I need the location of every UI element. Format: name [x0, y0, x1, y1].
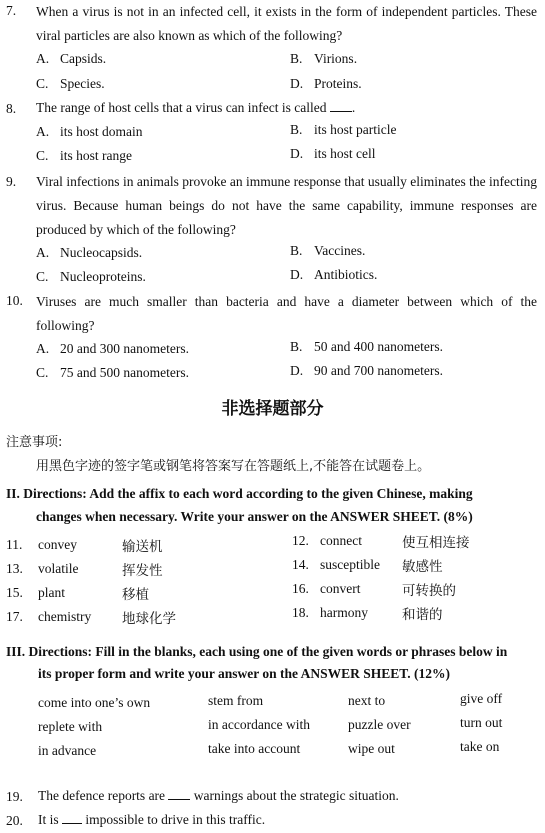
- section-3-heading: III. Directions: Fill in the blanks, each using one of the given words or phrases below in: [6, 644, 508, 659]
- answer-blank: [168, 787, 190, 800]
- question-number: 20.: [6, 813, 23, 828]
- word-bank-item: next to: [348, 693, 386, 708]
- affix-word: susceptible: [320, 557, 380, 572]
- option-b: B. 50 and 400 nanometers.: [290, 339, 443, 354]
- section-3-heading-cont: its proper form and write your answer on the ANSWER SHEET. (12%): [38, 666, 451, 681]
- question-number: 8.: [6, 101, 17, 116]
- question-number: 19.: [6, 789, 23, 804]
- affix-chinese: 敏感性: [402, 559, 443, 575]
- answer-blank: [330, 99, 352, 112]
- question-number: 9.: [6, 174, 17, 189]
- affix-chinese: 输送机: [122, 539, 163, 555]
- affix-word: volatile: [38, 561, 79, 576]
- affix-word: connect: [320, 533, 362, 548]
- section-2-heading: II. Directions: Add the affix to each word according to the given Chinese, making: [6, 486, 473, 501]
- option-c: C. Nucleoproteins.: [36, 269, 146, 284]
- question-number: 7.: [6, 3, 17, 18]
- option-d: D. its host cell: [290, 146, 376, 161]
- option-a: A. 20 and 300 nanometers.: [36, 341, 189, 356]
- word-bank-item: give off: [460, 691, 503, 706]
- word-bank-item: come into one’s own: [38, 695, 151, 710]
- affix-word: chemistry: [38, 609, 92, 624]
- word-bank-item: puzzle over: [348, 717, 411, 732]
- affix-chinese: 和谐的: [402, 607, 443, 623]
- section-2-heading-cont: changes when necessary. Write your answer on the ANSWER SHEET. (8%): [36, 509, 473, 524]
- question-number: 10.: [6, 293, 23, 308]
- question-text: The defence reports are warnings about the strategic situation.: [38, 788, 399, 803]
- section-title: 非选择题部分: [221, 399, 324, 419]
- word-bank-item: replete with: [38, 719, 103, 734]
- question-text: It is impossible to drive in this traffic.: [38, 812, 266, 827]
- word-bank-item: in accordance with: [208, 717, 310, 732]
- affix-chinese: 地球化学: [122, 611, 176, 627]
- affix-chinese: 使互相连接: [402, 535, 470, 551]
- affix-word: convey: [38, 537, 77, 552]
- question-text: When a virus is not in an infected cell, it exists in the form of independent particles. These viral particles are also known as which of the following?: [36, 4, 537, 43]
- option-b: B. Virions.: [290, 51, 358, 66]
- option-b: B. Vaccines.: [290, 243, 366, 258]
- option-c: C. 75 and 500 nanometers.: [36, 365, 189, 380]
- word-bank-item: in advance: [38, 743, 97, 758]
- question-text: The range of host cells that a virus can infect is called .: [36, 100, 356, 115]
- notice-text: 用黑色字迹的签字笔或钢笔将答案写在答题纸上,不能答在试题卷上。: [36, 459, 431, 474]
- answer-blank: [62, 811, 82, 824]
- option-d: D. Proteins.: [290, 76, 362, 91]
- affix-word: convert: [320, 581, 361, 596]
- word-bank-item: take on: [460, 739, 500, 754]
- affix-word: plant: [38, 585, 65, 600]
- affix-chinese: 可转换的: [402, 583, 456, 599]
- option-c: C. its host range: [36, 148, 132, 163]
- option-a: A. its host domain: [36, 124, 143, 139]
- word-bank-item: wipe out: [348, 741, 395, 756]
- notice-label: 注意事项:: [6, 435, 63, 450]
- affix-chinese: 挥发性: [122, 563, 163, 579]
- option-a: A. Nucleocapsids.: [36, 245, 143, 260]
- affix-word: harmony: [320, 605, 368, 620]
- word-bank-item: turn out: [460, 715, 503, 730]
- question-text: Viral infections in animals provoke an immune response that usually eliminates the infecting virus. Because human beings do not have the same capability, immune responses are produced by which of the following?: [36, 174, 537, 237]
- option-c: C. Species.: [36, 76, 105, 91]
- option-d: D. 90 and 700 nanometers.: [290, 363, 443, 378]
- question-text: Viruses are much smaller than bacteria and have a diameter between which of the following?: [36, 294, 537, 333]
- word-bank-item: take into account: [208, 741, 301, 756]
- option-b: B. its host particle: [290, 122, 397, 137]
- affix-chinese: 移植: [122, 587, 149, 603]
- option-d: D. Antibiotics.: [290, 267, 378, 282]
- word-bank-item: stem from: [208, 693, 264, 708]
- option-a: A. Capsids.: [36, 51, 107, 66]
